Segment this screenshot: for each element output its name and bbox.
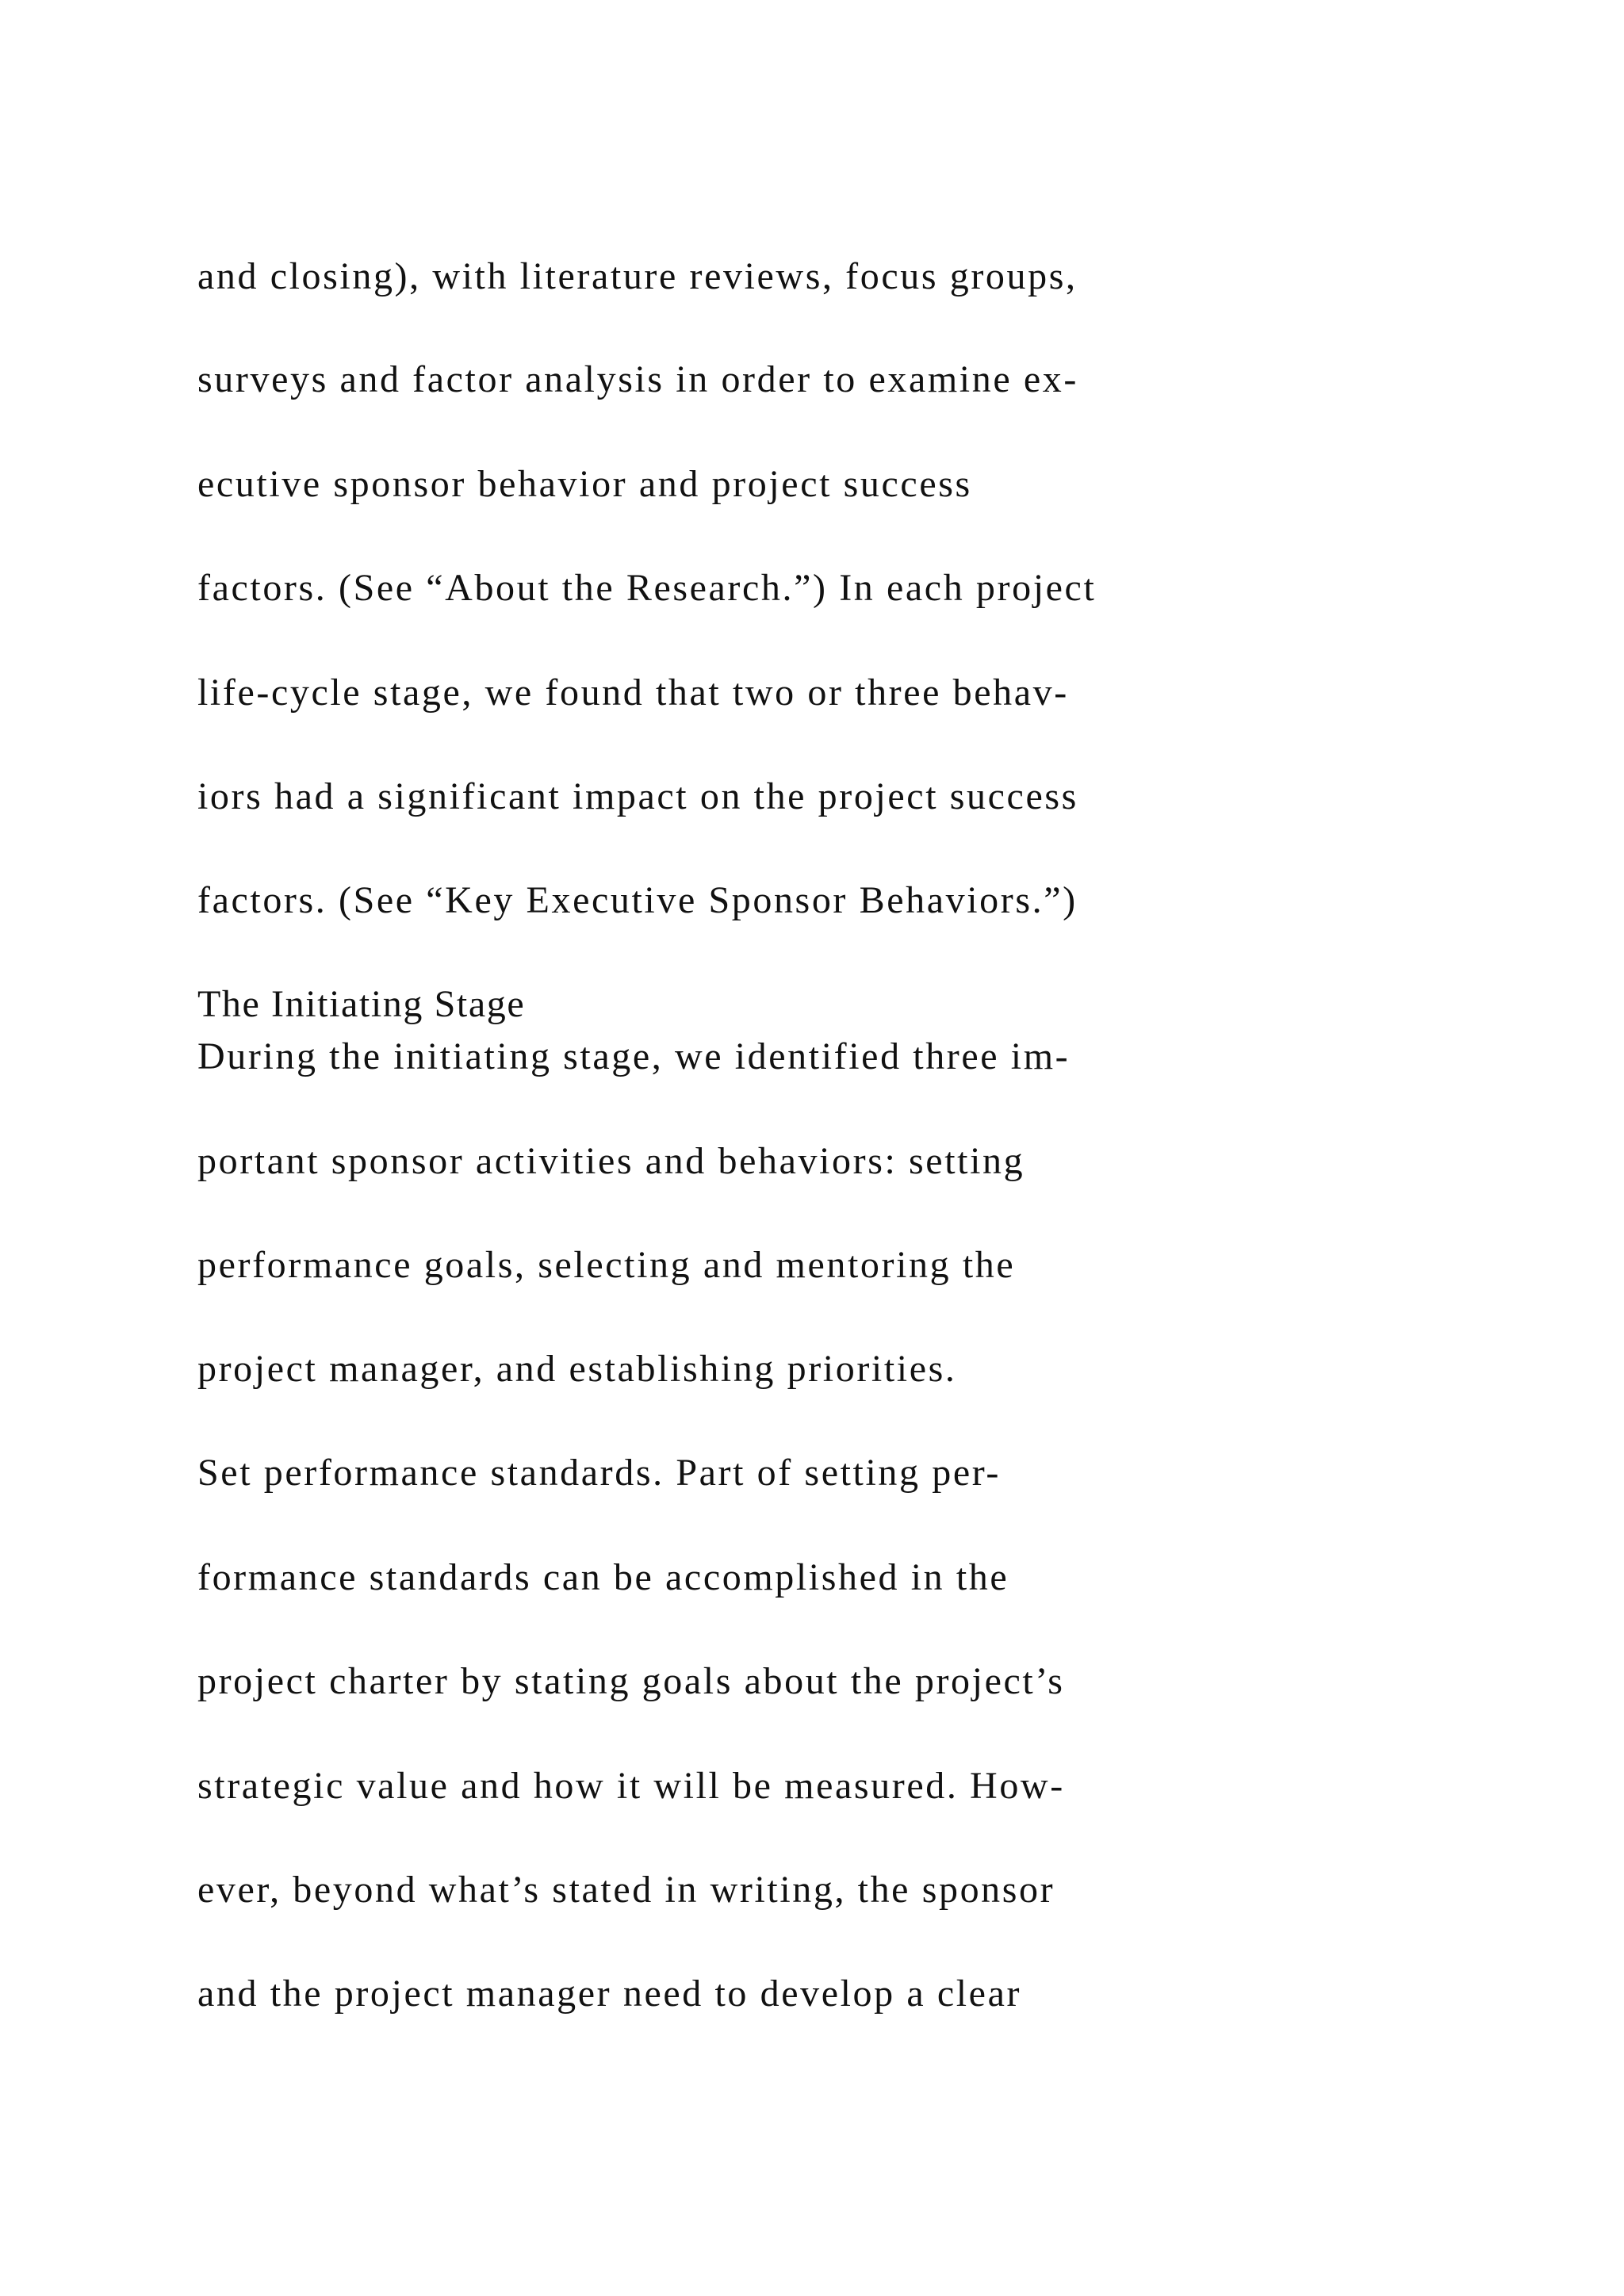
body-text-line: ever, beyond what’s stated in writing, the sponsor [197,1869,1055,1911]
body-text-line: performance goals, selecting and mentoring the [197,1244,1016,1286]
body-text-line: and closing), with literature reviews, focus groups, [197,255,1078,297]
body-text-line: ecutive sponsor behavior and project success [197,463,972,505]
body-text-line: iors had a significant impact on the project success [197,775,1078,817]
body-text-line: project charter by stating goals about the project’s [197,1660,1065,1702]
body-text-line: strategic value and how it will be measured. How- [197,1765,1065,1807]
body-text-line: factors. (See “About the Research.”) In each project [197,567,1097,609]
body-text-line: formance standards can be accomplished in the [197,1556,1009,1598]
body-text-line: portant sponsor activities and behaviors: setting [197,1140,1025,1182]
body-text-line: surveys and factor analysis in order to examine ex- [197,358,1078,400]
body-text-line: During the initiating stage, we identified three im- [197,1035,1071,1077]
body-text-line: Set performance standards. Part of setting per- [197,1452,1001,1494]
body-text-line: life-cycle stage, we found that two or three behav- [197,672,1069,714]
body-text-line: and the project manager need to develop a clear [197,1973,1022,2015]
body-text-line: factors. (See “Key Executive Sponsor Behaviors.”) [197,879,1078,921]
section-heading: The Initiating Stage [197,983,526,1025]
body-text-line: project manager, and establishing priorities. [197,1348,957,1390]
